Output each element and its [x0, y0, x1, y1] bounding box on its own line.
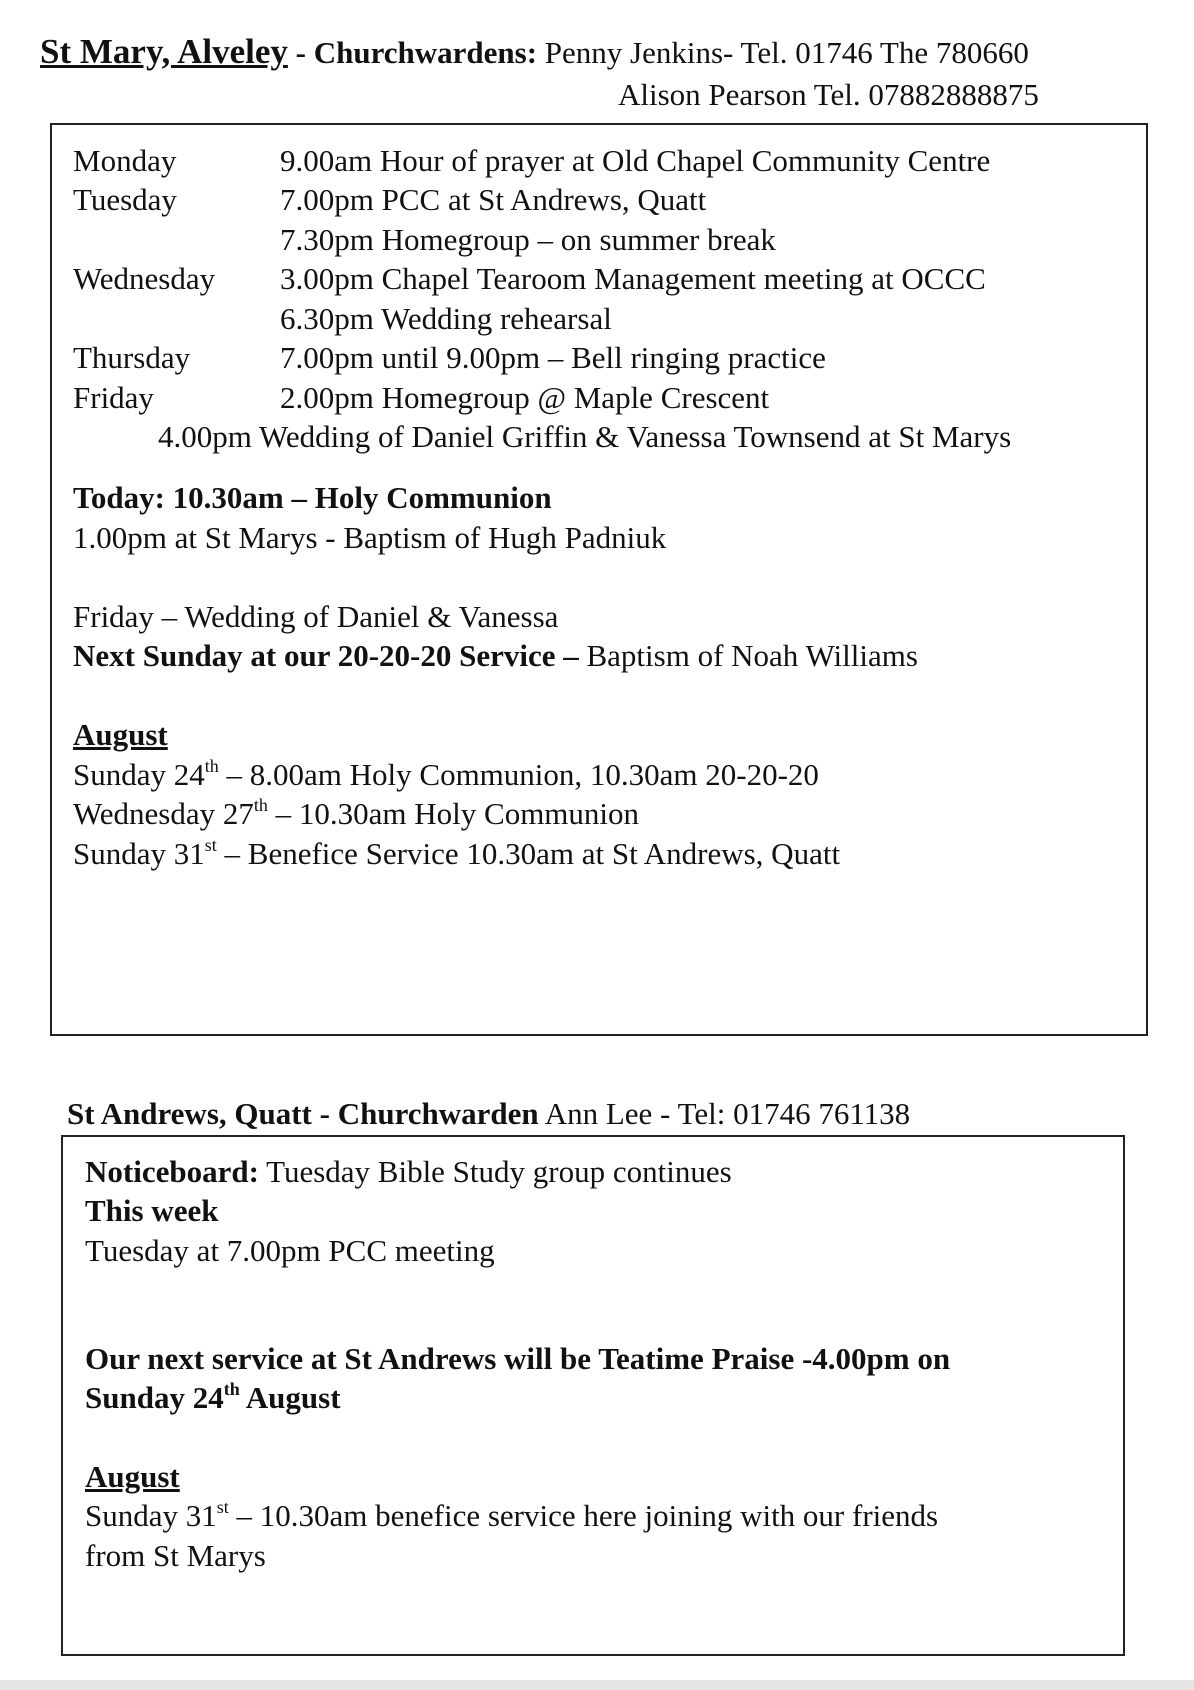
next-sunday-label: Next Sunday at our 20-20-20 Service – — [73, 638, 579, 673]
standrews-contact: Ann Lee - Tel: 01746 761138 — [538, 1096, 911, 1131]
schedule-day: Monday — [73, 143, 177, 178]
august-heading: August — [73, 717, 168, 752]
standrews-august-item: Sunday 31st – 10.30am benefice service here joining with our friends — [85, 1497, 939, 1533]
schedule-day: Tuesday — [73, 182, 177, 217]
schedule-day: Friday — [73, 380, 154, 415]
friday-wedding-note: Friday – Wedding of Daniel & Vanessa — [73, 599, 559, 634]
standrews-august-item-cont: from St Marys — [85, 1538, 266, 1573]
friday-wedding-event: 4.00pm Wedding of Daniel Griffin & Vanessa Townsend at St Marys — [158, 419, 1012, 454]
stmary-header: St Mary, Alveley - Churchwardens: Penny Jenkins- Tel. 01746 The 780660 — [40, 32, 1029, 71]
next-service-line1: Our next service at St Andrews will be Teatime Praise -4.00pm on — [85, 1341, 951, 1376]
churchwardens-label: Churchwardens: — [313, 35, 538, 70]
august-item: Sunday 31st – Benefice Service 10.30am at St Andrews, Quatt — [73, 835, 841, 871]
schedule-event: 7.30pm Homegroup – on summer break — [280, 222, 776, 257]
august-item: Wednesday 27th – 10.30am Holy Communion — [73, 795, 640, 831]
this-week-item: Tuesday at 7.00pm PCC meeting — [85, 1233, 495, 1268]
noticeboard-text: Tuesday Bible Study group continues — [258, 1154, 732, 1189]
next-sunday-text: Baptism of Noah Williams — [578, 638, 918, 673]
august-item: Sunday 24th – 8.00am Holy Communion, 10.30am 20-20-20 — [73, 756, 819, 792]
schedule-event: 2.00pm Homegroup @ Maple Crescent — [280, 380, 770, 415]
churchwarden-line2: Alison Pearson Tel. 07882888875 — [618, 77, 1039, 112]
next-sunday-note — [73, 636, 918, 675]
churchwarden-line1: Penny Jenkins- Tel. 01746 The 780660 — [544, 35, 1029, 70]
this-week-heading: This week — [85, 1193, 219, 1228]
standrews-header — [67, 1094, 910, 1133]
schedule-event: 9.00am Hour of prayer at Old Chapel Community Centre — [280, 143, 991, 178]
schedule-event: 7.00pm until 9.00pm – Bell ringing practice — [280, 340, 826, 375]
today-service: Today: 10.30am – Holy Communion — [73, 480, 552, 515]
schedule-event: 3.00pm Chapel Tearoom Management meeting at OCCC — [280, 261, 986, 296]
stmary-title: St Mary, Alveley — [40, 32, 288, 71]
schedule-event: 6.30pm Wedding rehearsal — [280, 301, 612, 336]
next-service-line2: Sunday 24th August — [85, 1379, 341, 1415]
noticeboard-label: Noticeboard: — [85, 1154, 259, 1189]
schedule-day: Thursday — [73, 340, 191, 375]
noticeboard-line — [85, 1152, 732, 1191]
schedule-event: 7.00pm PCC at St Andrews, Quatt — [280, 182, 707, 217]
page-bottom-edge — [0, 1680, 1194, 1690]
today-baptism: 1.00pm at St Marys - Baptism of Hugh Padniuk — [73, 520, 667, 555]
standrews-august-heading: August — [85, 1459, 180, 1494]
schedule-day: Wednesday — [73, 261, 216, 296]
standrews-title: St Andrews, Quatt - Churchwarden — [67, 1096, 539, 1131]
